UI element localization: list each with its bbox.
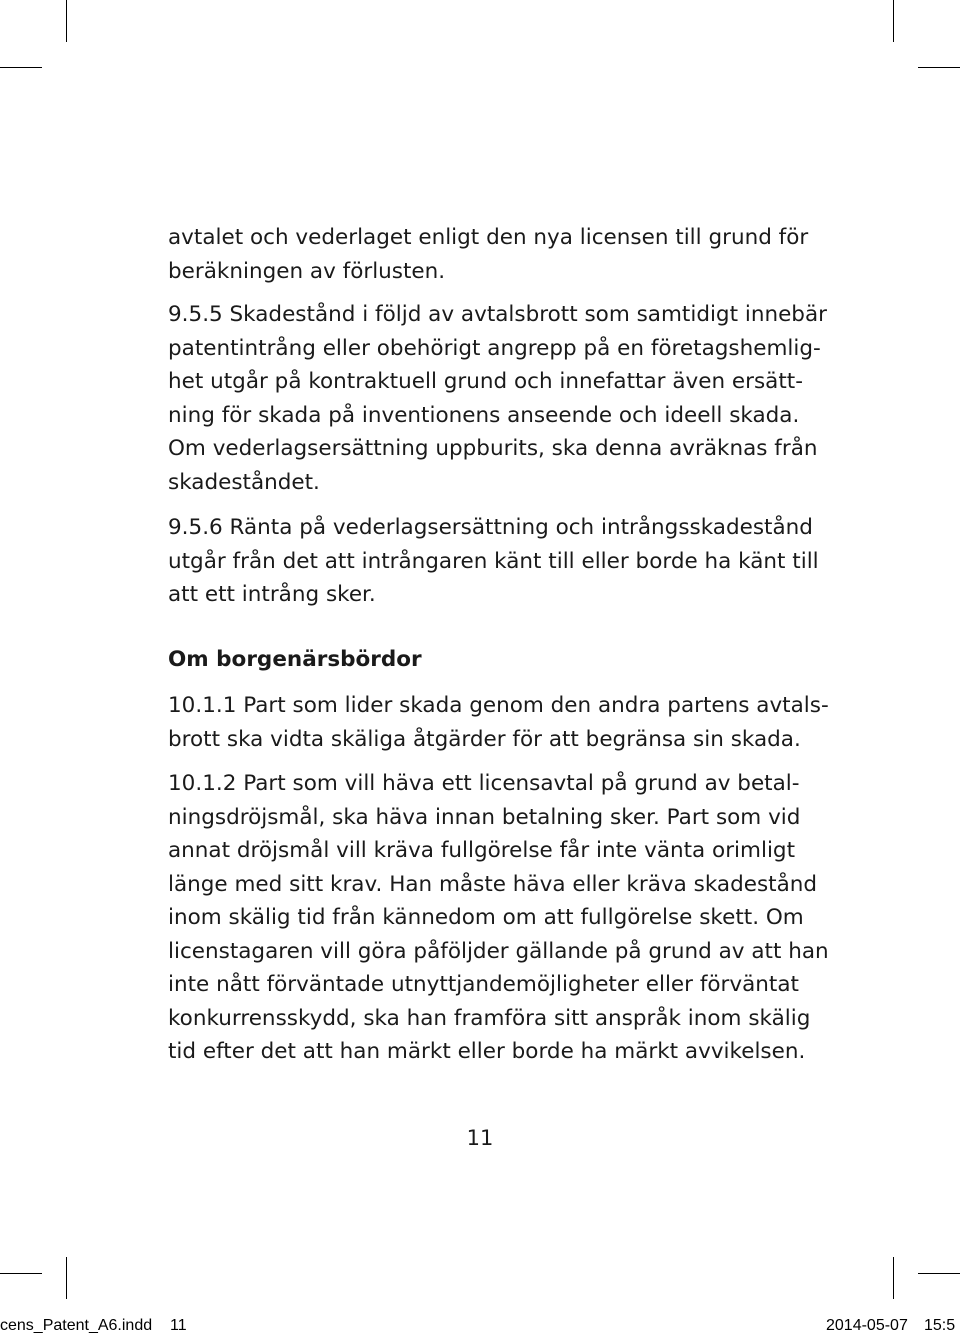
paragraph-10-1-1 <box>168 689 829 756</box>
slug-time: 15:5 <box>924 1317 956 1334</box>
paragraph-10-1-2 <box>168 767 829 1069</box>
paragraph-9-5-6 <box>168 511 819 612</box>
text-line: 10.1.1 Part som lider skada genom den andra partens avtals- <box>168 693 829 718</box>
text-line: ningsdröjsmål, ska häva innan betalning sker. Part som vid <box>168 804 801 830</box>
crop-mark-bottom-right <box>893 1257 894 1299</box>
text-line: skadeståndet. <box>168 469 320 495</box>
text-line: ning för skada på inventionens anseende och ideell skada. <box>168 402 800 428</box>
crop-mark-top-left <box>66 0 67 42</box>
text-line: att ett intrång sker. <box>168 582 376 607</box>
text-line: Om vederlagsersättning uppburits, ska denna avräknas från <box>168 436 818 461</box>
text-line: inte nått förväntade utnyttjandemöjligheter eller förväntat <box>168 972 799 997</box>
text-line: 9.5.6 Ränta på vederlagsersättning och intrångsskadestånd <box>168 515 813 540</box>
crop-mark-bottom-left <box>66 1257 67 1299</box>
crop-mark-top-right-horizontal <box>918 67 960 68</box>
crop-mark-bottom-right-horizontal <box>918 1273 960 1274</box>
slug-page-number: 11 <box>170 1317 187 1334</box>
section-heading: Om borgenärsbördor <box>168 647 422 672</box>
crop-mark-top-left-horizontal <box>0 67 42 68</box>
text-line: inom skälig tid från kännedom om att fullgörelse skett. Om <box>168 905 804 930</box>
text-line: het utgår på kontraktuell grund och innefattar även ersätt- <box>168 369 803 394</box>
text-line: länge med sitt krav. Han måste häva eller kräva skadestånd <box>168 871 818 897</box>
slug-date: 2014-05-07 <box>826 1317 908 1334</box>
slug-filename: cens_Patent_A6.indd <box>0 1317 153 1334</box>
text-line: avtalet och vederlaget enligt den nya licensen till grund för <box>168 225 809 250</box>
paragraph-intro <box>168 221 808 288</box>
text-line: licenstagaren vill göra påföljder gällande på grund av att han <box>168 938 829 964</box>
crop-mark-top-right <box>893 0 894 42</box>
text-line: 9.5.5 Skadestånd i följd av avtalsbrott som samtidigt innebär <box>168 302 827 327</box>
text-line: tid efter det att han märkt eller borde ha märkt avvikelsen. <box>168 1039 806 1064</box>
text-line: patentintrång eller obehörigt angrepp på en företagshemlig- <box>168 335 821 361</box>
text-line: utgår från det att intrångaren känt till eller borde ha känt till <box>168 548 819 574</box>
text-line: annat dröjsmål vill kräva fullgörelse får inte vänta orimligt <box>168 838 795 863</box>
text-line: 10.1.2 Part som vill häva ett licensavtal på grund av betal- <box>168 771 800 796</box>
crop-mark-bottom-left-horizontal <box>0 1273 42 1274</box>
text-line: brott ska vidta skäliga åtgärder för att begränsa sin skada. <box>168 726 801 752</box>
page-number: 11 <box>466 1126 494 1150</box>
text-line: beräkningen av förlusten. <box>168 258 446 284</box>
paragraph-9-5-5 <box>168 298 827 499</box>
text-line: konkurrensskydd, ska han framföra sitt anspråk inom skälig <box>168 1005 811 1031</box>
